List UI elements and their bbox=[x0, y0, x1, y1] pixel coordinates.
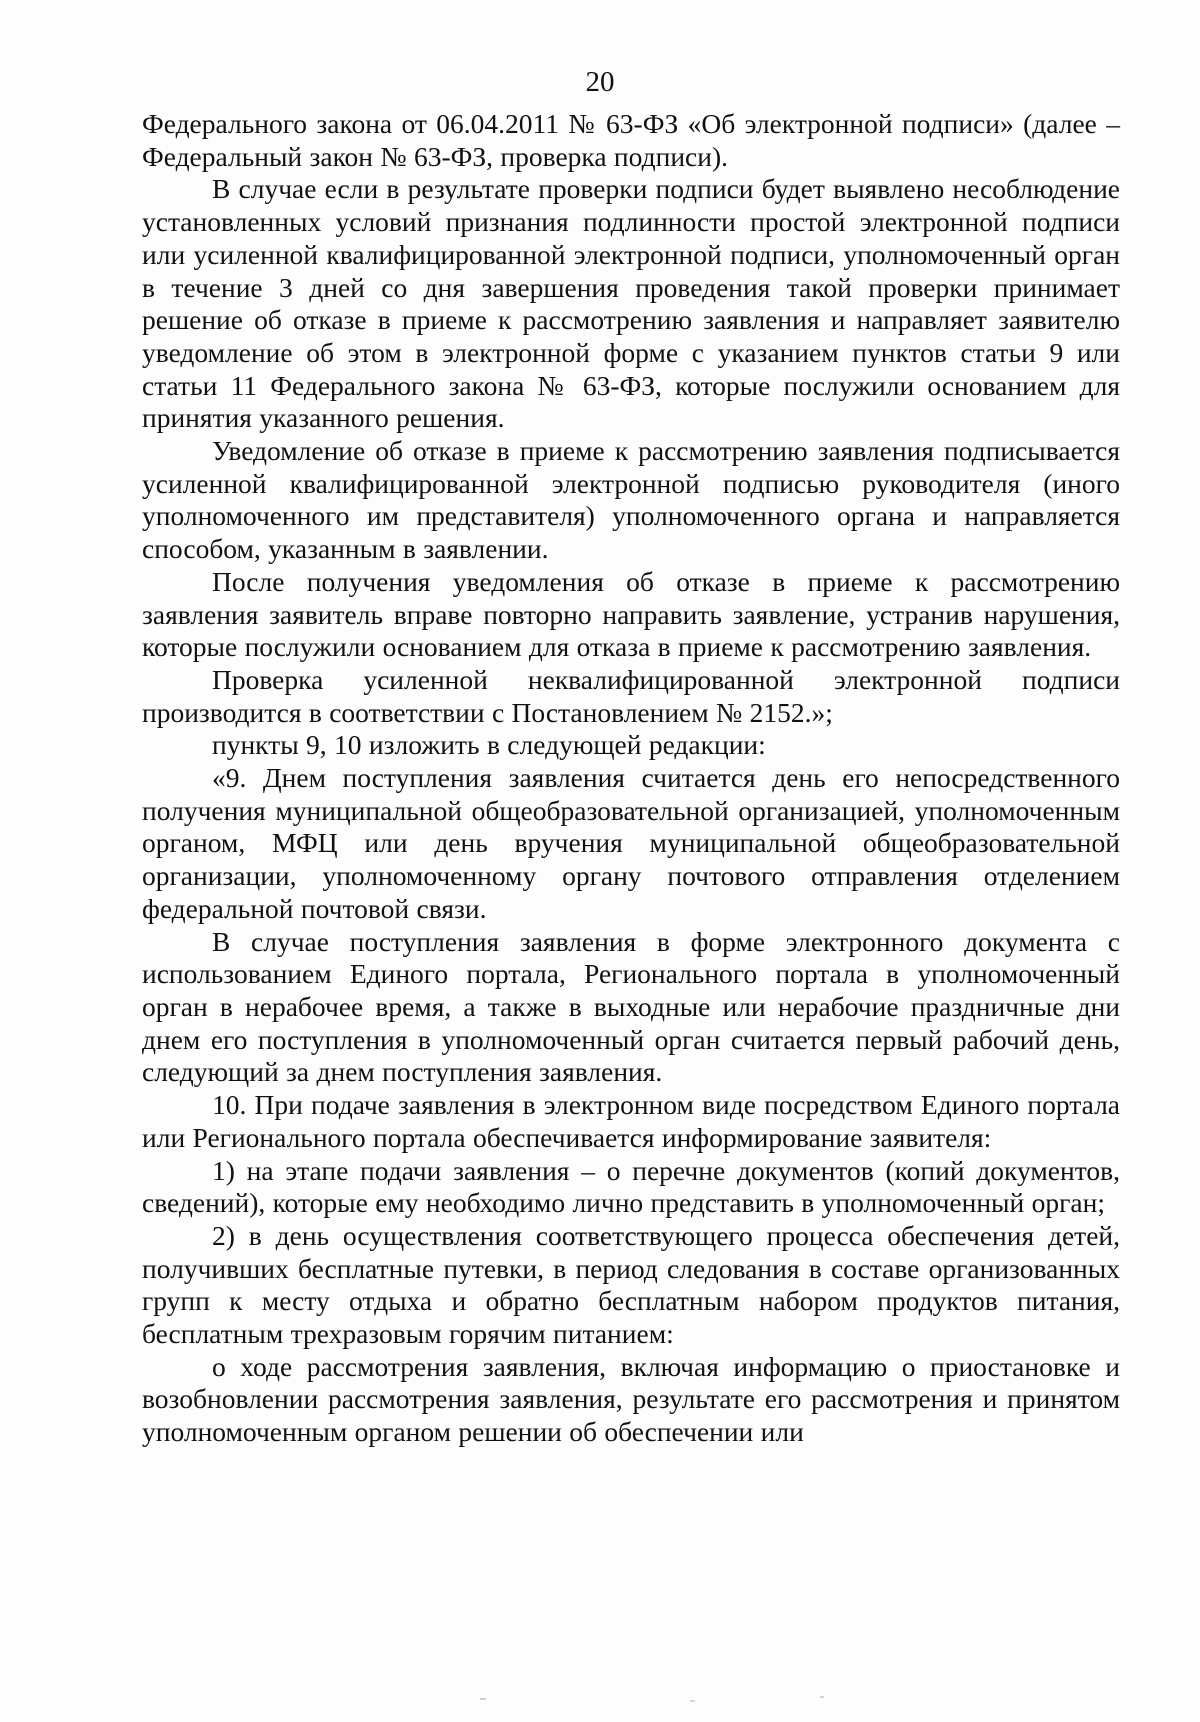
paragraph: о ходе рассмотрения заявления, включая информацию о приостановке и возобновлении рассмотрения заявления, результате его рассмотрения и принятом уполномоченным органом решении об обеспечении или bbox=[142, 1350, 1120, 1448]
paragraph: 2) в день осуществления соответствующего процесса обеспечения детей, получивших бесплатные путевки, в период следования в составе организованных групп к месту отдыха и обратно бесплатным набором продуктов питания, бесплатным трехразовым горячим питанием: bbox=[142, 1219, 1120, 1350]
page-number: 20 bbox=[585, 66, 615, 98]
scan-mark bbox=[480, 1698, 486, 1700]
paragraph: Уведомление об отказе в приеме к рассмотрению заявления подписывается усиленной квалифицированной электронной подписью руководителя (иного уполномоченного им представителя) уполномоченного органа и направляется способом, указанным в заявлении. bbox=[142, 435, 1120, 565]
paragraph: 10. При подаче заявления в электронном виде посредством Единого портала или Регионального портала обеспечивается информирование заявителя: bbox=[142, 1089, 1120, 1153]
paragraph: В случае поступления заявления в форме электронного документа с использованием Единого портала, Регионального портала в уполномоченный орган в нерабочее время, а также в выходные или нерабочие праздничные дни днем его поступления в уполномоченный орган считается первый рабочий день, следующий за днем поступления заявления. bbox=[142, 925, 1120, 1088]
scan-artifacts bbox=[0, 1690, 1200, 1710]
paragraph: Проверка усиленной неквалифицированной электронной подписи производится в соответствии с Постановлением № 2152.»; bbox=[142, 663, 1120, 728]
paragraph: пункты 9, 10 изложить в следующей редакции: bbox=[212, 729, 766, 761]
paragraph: 1) на этапе подачи заявления – о перечне документов (копий документов, сведений), которые ему необходимо лично представить в уполномоченный орган; bbox=[142, 1154, 1120, 1219]
document-body bbox=[142, 108, 1120, 1449]
paragraph: Федерального закона от 06.04.2011 № 63-ФЗ «Об электронной подписи» (далее – Федеральный закон № 63-ФЗ, проверка подписи). bbox=[142, 108, 1120, 172]
paragraph: В случае если в результате проверки подписи будет выявлено несоблюдение установленных условий признания подлинности простой электронной подписи или усиленной квалифицированной электронной подписи, уполномоченный орган в течение 3 дней со дня завершения проведения такой проверки принимает решение об отказе в приеме к рассмотрению заявления и направляет заявителю уведомление об этом в электронной форме с указанием пунктов статьи 9 или статьи 11 Федерального закона № 63-ФЗ, которые послужили основанием для принятия указанного решения. bbox=[142, 173, 1120, 434]
scan-mark bbox=[820, 1696, 824, 1698]
paragraph: «9. Днем поступления заявления считается день его непосредственного получения муниципальной общеобразовательной организацией, уполномоченным органом, МФЦ или день вручения муниципальной общеобразовательной организации, уполномоченному органу почтового отправления отделением федеральной почтовой связи. bbox=[142, 762, 1120, 924]
paragraph: После получения уведомления об отказе в приеме к рассмотрению заявления заявитель вправе повторно направить заявление, устранив нарушения, которые послужили основанием для отказа в приеме к рассмотрению заявления. bbox=[142, 565, 1120, 663]
scan-mark bbox=[690, 1700, 695, 1702]
